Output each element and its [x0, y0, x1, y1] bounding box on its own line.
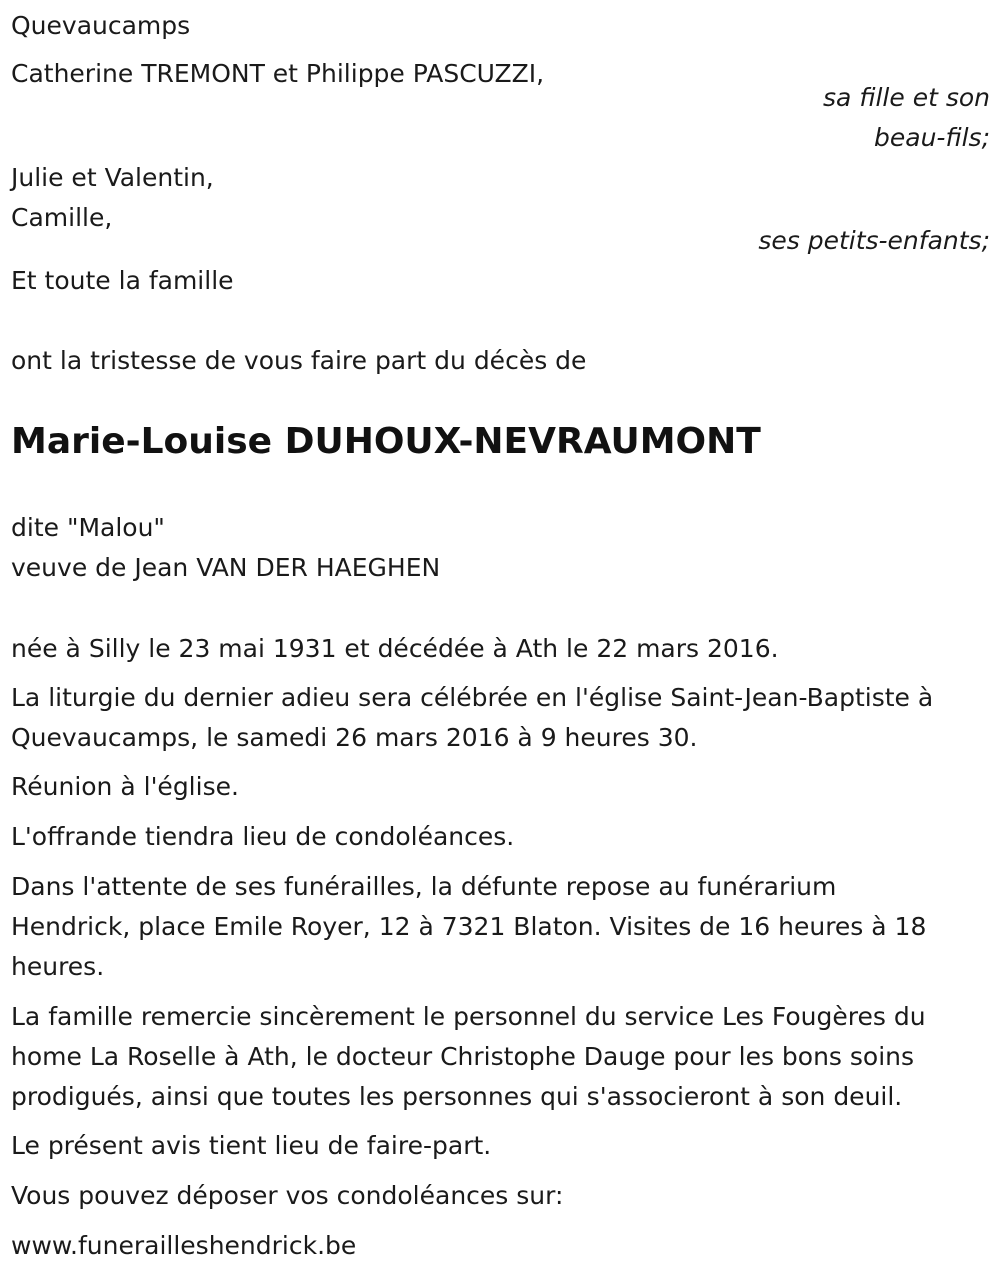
relation-son-in-law-suffix: beau-fils;: [874, 123, 990, 152]
nickname-line: dite "Malou": [11, 513, 165, 542]
website-line: [11, 1226, 356, 1266]
rest-line-2: Hendrick, place Emile Royer, 12 à 7321 Blaton. Visites de 16 heures à 18: [11, 912, 927, 941]
deceased-name: Marie-Louise DUHOUX-NEVRAUMONT: [11, 421, 761, 462]
website-link[interactable]: www.funerailleshendrick.be: [11, 1231, 357, 1260]
relation-daughter-son-in-law: sa fille et son: [823, 83, 990, 112]
notice-line: Le présent avis tient lieu de faire-part.: [11, 1131, 492, 1160]
grandchildren-line-1: Julie et Valentin,: [11, 163, 214, 192]
thanks-line-2: home La Roselle à Ath, le docteur Christophe Dauge pour les bons soins: [11, 1042, 915, 1071]
location-line: Quevaucamps: [11, 11, 191, 40]
thanks-line-1: La famille remercie sincèrement le personnel du service Les Fougères du: [11, 1002, 926, 1031]
meeting-line: Réunion à l'église.: [11, 772, 239, 801]
liturgy-line-2: Quevaucamps, le samedi 26 mars 2016 à 9 heures 30.: [11, 723, 698, 752]
offering-line: L'offrande tiendra lieu de condoléances.: [11, 822, 515, 851]
family-line-children: Catherine TREMONT et Philippe PASCUZZI,: [11, 59, 545, 88]
grandchildren-line-2: Camille,: [11, 203, 113, 232]
announcement-intro: ont la tristesse de vous faire part du décès de: [11, 346, 587, 375]
widow-of-line: veuve de Jean VAN DER HAEGHEN: [11, 553, 441, 582]
rest-line-3: heures.: [11, 952, 105, 981]
liturgy-line-1: La liturgie du dernier adieu sera célébrée en l'église Saint-Jean-Baptiste à: [11, 683, 934, 712]
thanks-line-3: prodigués, ainsi que toutes les personnes qui s'associeront à son deuil.: [11, 1082, 903, 1111]
condolences-intro: Vous pouvez déposer vos condoléances sur:: [11, 1181, 564, 1210]
birth-death-line: née à Silly le 23 mai 1931 et décédée à Ath le 22 mars 2016.: [11, 634, 779, 663]
whole-family-line: Et toute la famille: [11, 266, 234, 295]
relation-grandchildren: ses petits-enfants;: [758, 226, 990, 255]
rest-line-1: Dans l'attente de ses funérailles, la défunte repose au funérarium: [11, 872, 837, 901]
